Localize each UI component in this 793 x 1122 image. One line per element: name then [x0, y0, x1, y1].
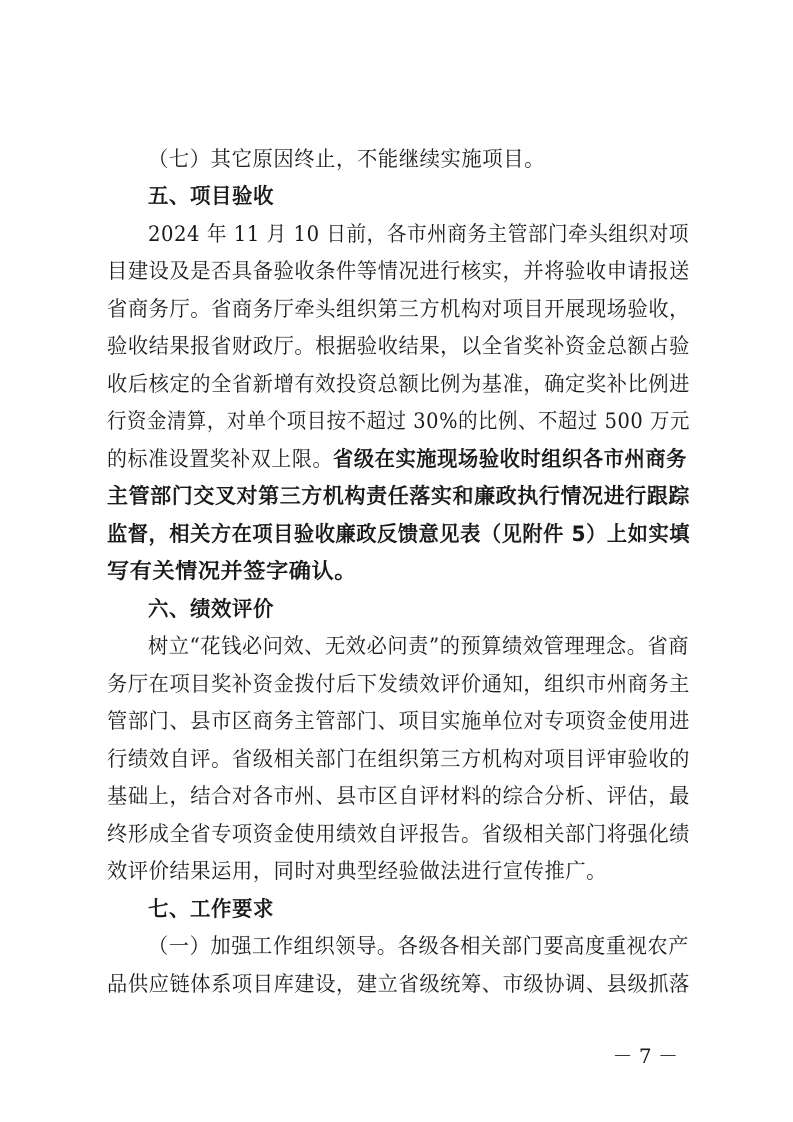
paragraph-line: 目建设及是否具备验收条件等情况进行核实，并将验收申请报送 [107, 259, 690, 283]
paragraph-line: 树立“花钱必问效、无效必问责”的预算绩效管理理念。省商 [148, 634, 689, 658]
section-heading: 六、绩效评价 [148, 597, 274, 621]
paragraph-line: （七）其它原因终止，不能继续实施项目。 [148, 147, 545, 171]
paragraph-line: 品供应链体系项目库建设，建立省级统筹、市级协调、县级抓落 [107, 972, 690, 996]
paragraph-line: 终形成全省专项资金使用绩效自评报告。省级相关部门将强化绩 [107, 822, 690, 846]
section-heading: 七、工作要求 [148, 897, 274, 921]
paragraph-line: 基础上，结合对各市州、县市区自评材料的综合分析、评估，最 [107, 784, 690, 808]
paragraph-line: 2024 年 11 月 10 日前，各市州商务主管部门牵头组织对项 [148, 222, 689, 246]
paragraph-line: 验收结果报省财政厅。根据验收结果，以全省奖补资金总额占验 [107, 334, 690, 358]
paragraph-line: 行资金清算，对单个项目按不超过 30%的比例、不超过 500 万元 [107, 409, 690, 433]
bold-text: 省级在实施现场验收时组织各市州商务 [333, 447, 687, 471]
paragraph-line: 效评价结果运用，同时对典型经验做法进行宣传推广。 [107, 859, 607, 883]
section-heading: 五、项目验收 [148, 184, 274, 208]
paragraph-line: 省商务厅。省商务厅牵头组织第三方机构对项目开展现场验收， [107, 297, 690, 321]
paragraph-line: 务厅在项目奖补资金拨付后下发绩效评价通知，组织市州商务主 [107, 672, 690, 696]
paragraph-line-bold: 监督，相关方在项目验收廉政反馈意见表（见附件 5）上如实填 [107, 522, 690, 546]
paragraph-line-bold: 写有关情况并签字确认。 [107, 559, 357, 583]
page-number: － 7 － [612, 1044, 678, 1068]
paragraph-line: 管部门、县市区商务主管部门、项目实施单位对专项资金使用进 [107, 709, 690, 733]
paragraph-line: 收后核定的全省新增有效投资总额比例为基准，确定奖补比例进 [107, 372, 690, 396]
paragraph-line: 行绩效自评。省级相关部门在组织第三方机构对项目评审验收的 [107, 747, 690, 771]
paragraph-line: （一）加强工作组织领导。各级各相关部门要高度重视农产 [148, 934, 689, 958]
paragraph-line: 的标准设置奖补双上限。省级在实施现场验收时组织各市州商务 [107, 447, 687, 471]
paragraph-line-bold: 主管部门交叉对第三方机构责任落实和廉政执行情况进行跟踪 [107, 484, 690, 508]
